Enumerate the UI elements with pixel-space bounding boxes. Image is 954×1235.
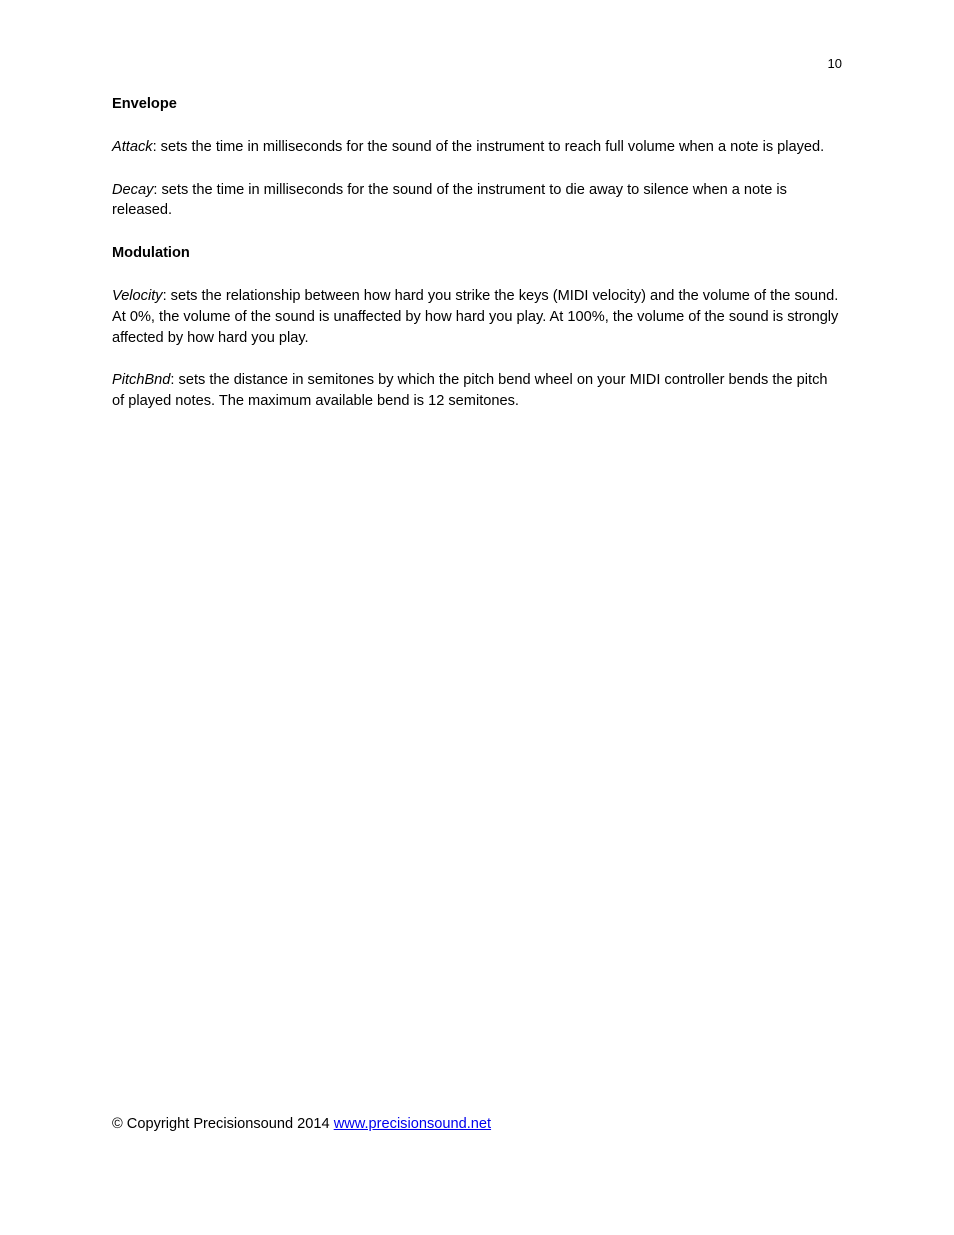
term-decay: Decay bbox=[112, 181, 154, 198]
document-body bbox=[112, 94, 842, 434]
website-link[interactable]: www.precisionsound.net bbox=[333, 1116, 492, 1132]
description-attack: : sets the time in milliseconds for the sound of the instrument to reach full volume when a note is played. bbox=[152, 138, 825, 155]
page-number: 10 bbox=[827, 56, 842, 71]
paragraph-pitchbnd bbox=[112, 370, 842, 412]
paragraph-decay bbox=[112, 180, 842, 222]
term-pitchbnd: PitchBnd bbox=[112, 372, 171, 389]
footer bbox=[112, 1114, 491, 1134]
section-heading-modulation: Modulation bbox=[112, 245, 190, 262]
description-velocity: : sets the relationship between how hard you strike the keys (MIDI velocity) and the volume of the sound. At 0%, the volume of the sound is unaffected by how hard you play. At 100%, the volume of the sound is strongly affected by how hard you play. bbox=[112, 287, 839, 346]
section-heading-envelope: Envelope bbox=[112, 96, 177, 112]
term-attack: Attack bbox=[112, 138, 153, 155]
paragraph-velocity bbox=[112, 286, 842, 348]
copyright-text: © Copyright Precisionsound 2014 bbox=[112, 1116, 334, 1132]
description-decay: : sets the time in milliseconds for the sound of the instrument to die away to silence when a note is released. bbox=[112, 181, 787, 219]
paragraph-attack bbox=[112, 137, 842, 158]
term-velocity: Velocity bbox=[112, 287, 163, 304]
description-pitchbnd: : sets the distance in semitones by which the pitch bend wheel on your MIDI controller bends the pitch of played notes. The maximum available bend is 12 semitones. bbox=[112, 372, 828, 410]
